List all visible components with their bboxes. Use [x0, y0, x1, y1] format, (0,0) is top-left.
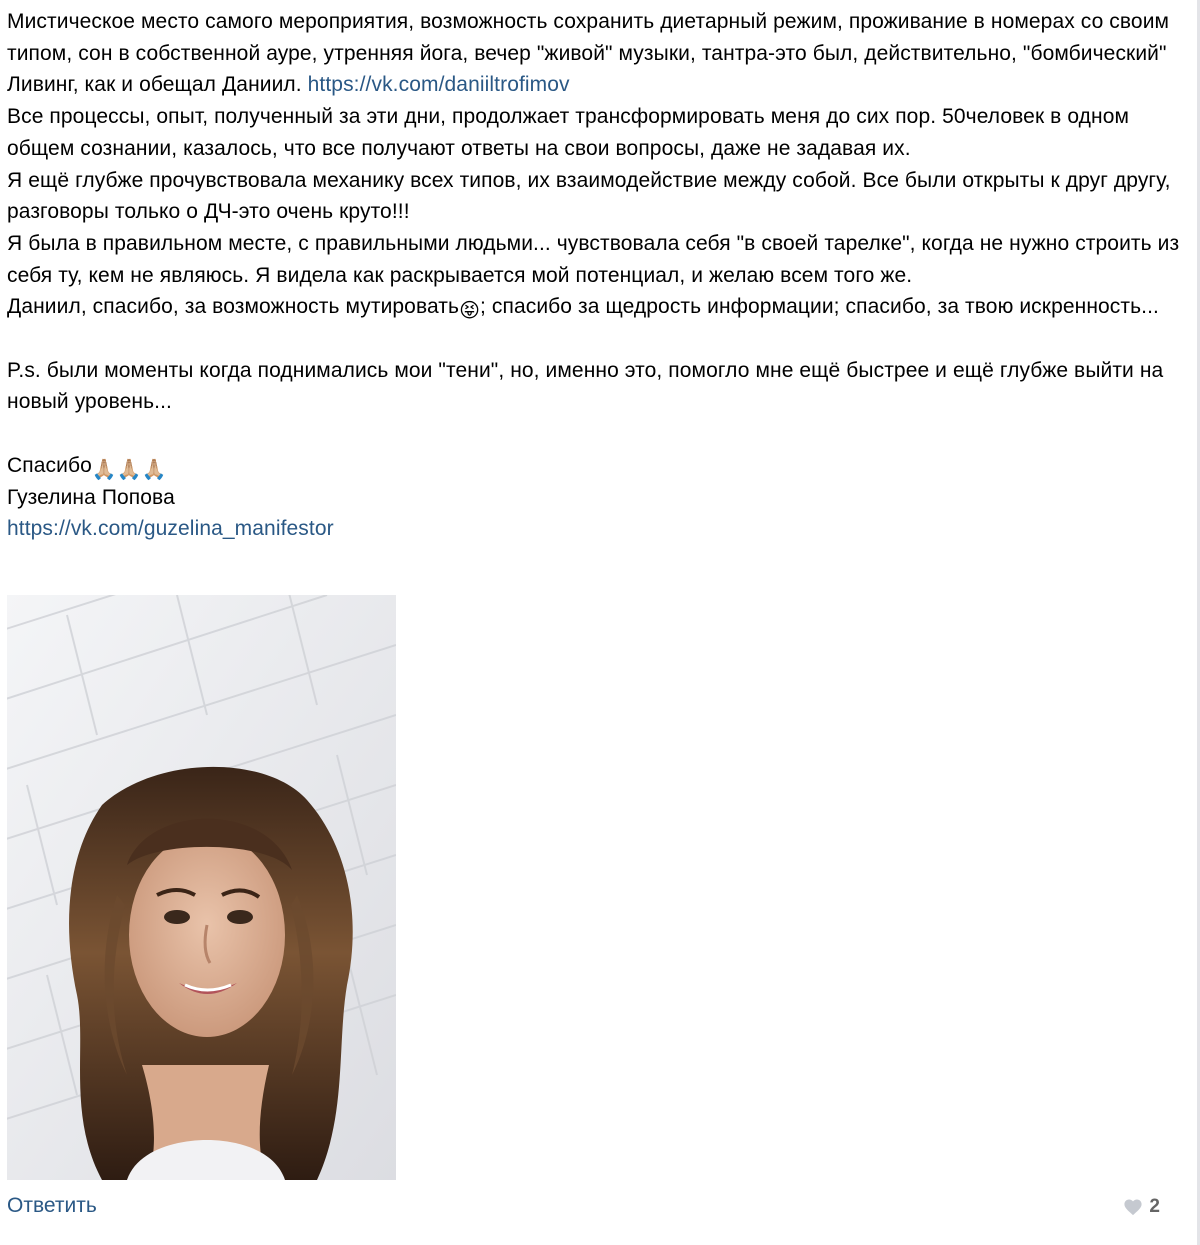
paragraph-text: Даниил, спасибо, за возможность мутировать: [7, 295, 460, 319]
praying-hands-emoji-icon: 🙏🏼🙏🏼🙏🏼: [91, 458, 167, 481]
comment-paragraph-5: [7, 291, 1182, 323]
reply-button[interactable]: Ответить: [7, 1194, 97, 1217]
comment-paragraph-2: Все процессы, опыт, полученный за эти дни, продолжает трансформировать меня до сих пор. 50человек в одном общем сознании, казалось, что все получают ответы на свои вопросы, даже не задавая их.: [7, 105, 1130, 160]
attached-photo[interactable]: [7, 595, 396, 1180]
thanks-text: Спасибо: [7, 453, 92, 477]
daniil-profile-link[interactable]: https://vk.com/daniiltrofimov: [307, 73, 570, 97]
heart-icon: [1123, 1198, 1143, 1216]
tongue-out-emoji-icon: 😝: [459, 300, 481, 323]
portrait-photo-illustration: [7, 595, 396, 1180]
comment-paragraph-3: Я ещё глубже прочувствовала механику всех типов, их взаимодействие между собой. Все были открыты к друг другу, разговоры только о ДЧ-это очень круто!!!: [7, 168, 1171, 224]
paragraph-text: ; спасибо за щедрость информации; спасибо, за твою искренность...: [480, 295, 1159, 319]
like-button[interactable]: [1123, 1196, 1160, 1218]
comment-text: [7, 6, 1182, 545]
author-profile-link[interactable]: https://vk.com/guzelina_manifestor: [7, 517, 334, 541]
like-count: 2: [1149, 1196, 1160, 1217]
paragraph-spacer: [7, 323, 1182, 355]
comment-thanks: [7, 450, 1182, 482]
paragraph-spacer: [7, 418, 1182, 450]
author-link-line: [7, 513, 1182, 545]
comment-paragraph-1: [7, 6, 1182, 101]
paragraph-text: Мистическое место самого мероприятия, возможность сохранить диетарный режим, проживание в номерах со своим типом, сон в собственной ауре, утренняя йога, вечер "живой" музыки, тантра-это был, действительно, "бомбический" Ливинг, как и обещал Даниил.: [7, 10, 1170, 97]
comment-ps: P.s. были моменты когда поднимались мои "тени", но, именно это, помогло мне ещё быстрее и ещё глубже выйти на новый уровень...: [7, 358, 1164, 414]
author-name: Гузелина Попова: [7, 485, 175, 509]
comment-paragraph-4: Я была в правильном месте, с правильными людьми... чувствовала себя "в своей тарелке", когда не нужно строить из себя ту, кем не являюсь. Я видела как раскрывается мой потенциал, и желаю всем того же.: [7, 231, 1180, 287]
